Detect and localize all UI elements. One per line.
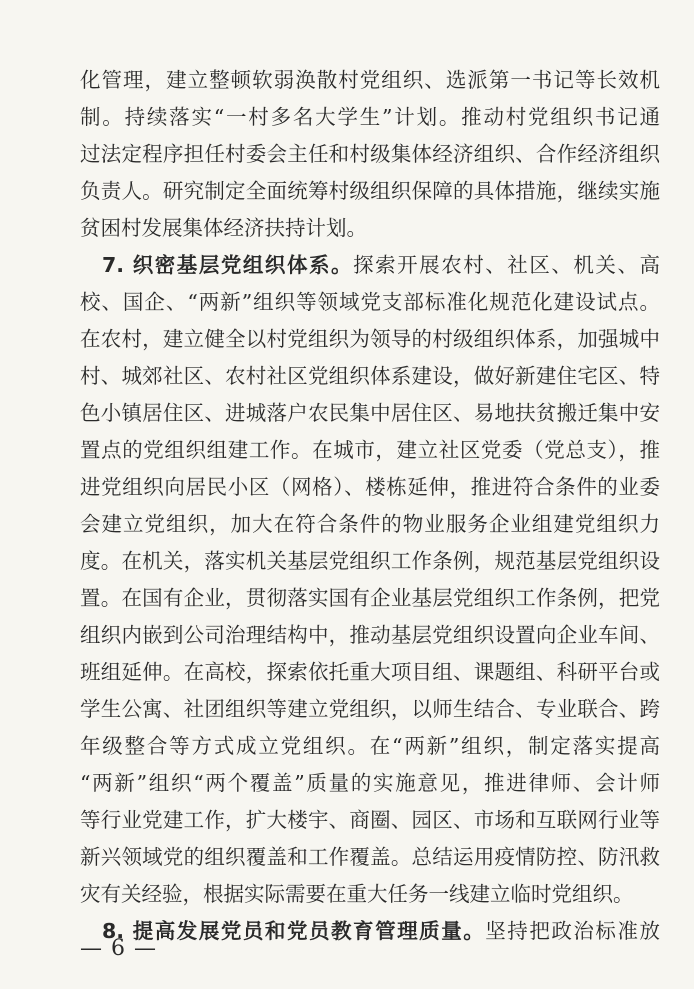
text-line: 学生公寓、社团组织等建立党组织，以师生结合、专业联合、跨 <box>80 697 660 721</box>
text-line: 化管理，建立整顿软弱涣散村党组织、选派第一书记等长效机 <box>80 68 660 92</box>
text-line: 会建立党组织，加大在符合条件的物业服务企业组建党组织力 <box>80 512 660 536</box>
text-line: 班组延伸。在高校，探索依托重大项目组、课题组、科研平台或 <box>80 660 660 684</box>
text-line: 制。持续落实“一村多名大学生”计划。推动村党组织书记通 <box>80 105 660 129</box>
text-line: 进党组织向居民小区（网格）、楼栋延伸，推进符合条件的业委 <box>80 475 660 499</box>
text-line: 色小镇居住区、进城落户农民集中居住区、易地扶贫搬迁集中安 <box>80 401 660 425</box>
text-line: 等行业党建工作，扩大楼宇、商圈、园区、市场和互联网行业等 <box>80 808 660 832</box>
section-8-first-line <box>80 913 660 950</box>
body-text <box>80 62 660 950</box>
text-line: 村、城郊社区、农村社区党组织体系建设，做好新建住宅区、特 <box>80 364 660 388</box>
text-line: 灾有关经验，根据实际需要在重大任务一线建立临时党组织。 <box>80 882 634 906</box>
text-line: 年级整合等方式成立党组织。在“两新”组织，制定落实提高 <box>80 734 660 758</box>
section-7-first-line <box>80 247 660 284</box>
text-line: 组织内嵌到公司治理结构中，推动基层党组织设置向企业车间、 <box>80 623 660 647</box>
text-line: 在农村，建立健全以村党组织为领导的村级组织体系，加强城中 <box>80 327 660 351</box>
section-7-lead-text: 探索开展农村、社区、机关、高 <box>353 253 660 277</box>
text-line: 度。在机关，落实机关基层党组织工作条例，规范基层党组织设 <box>80 549 660 573</box>
text-line: 过法定程序担任村委会主任和村级集体经济组织、合作经济组织 <box>80 142 660 166</box>
text-line: 新兴领域党的组织覆盖和工作覆盖。总结运用疫情防控、防汛救 <box>80 845 660 869</box>
page-number: — 6 — <box>80 936 157 961</box>
section-8-lead-text: 坚持把政治标准放 <box>485 919 660 943</box>
text-line: “两新”组织“两个覆盖”质量的实施意见，推进律师、会计师 <box>80 771 660 795</box>
text-line: 置点的党组织组建工作。在城市，建立社区党委（党总支），推 <box>80 438 660 462</box>
section-7-heading: 7. 织密基层党组织体系。 <box>102 253 354 277</box>
text-line: 置。在国有企业，贯彻落实国有企业基层党组织工作条例，把党 <box>80 586 660 610</box>
text-line: 负责人。研究制定全面统筹村级组织保障的具体措施，继续实施 <box>80 179 660 203</box>
text-line: 校、国企、“两新”组织等领域党支部标准化规范化建设试点。 <box>80 290 660 314</box>
text-line: 贫困村发展集体经济扶持计划。 <box>80 216 367 240</box>
section-8-heading: 8. 提高发展党员和党员教育管理质量。 <box>102 919 486 943</box>
